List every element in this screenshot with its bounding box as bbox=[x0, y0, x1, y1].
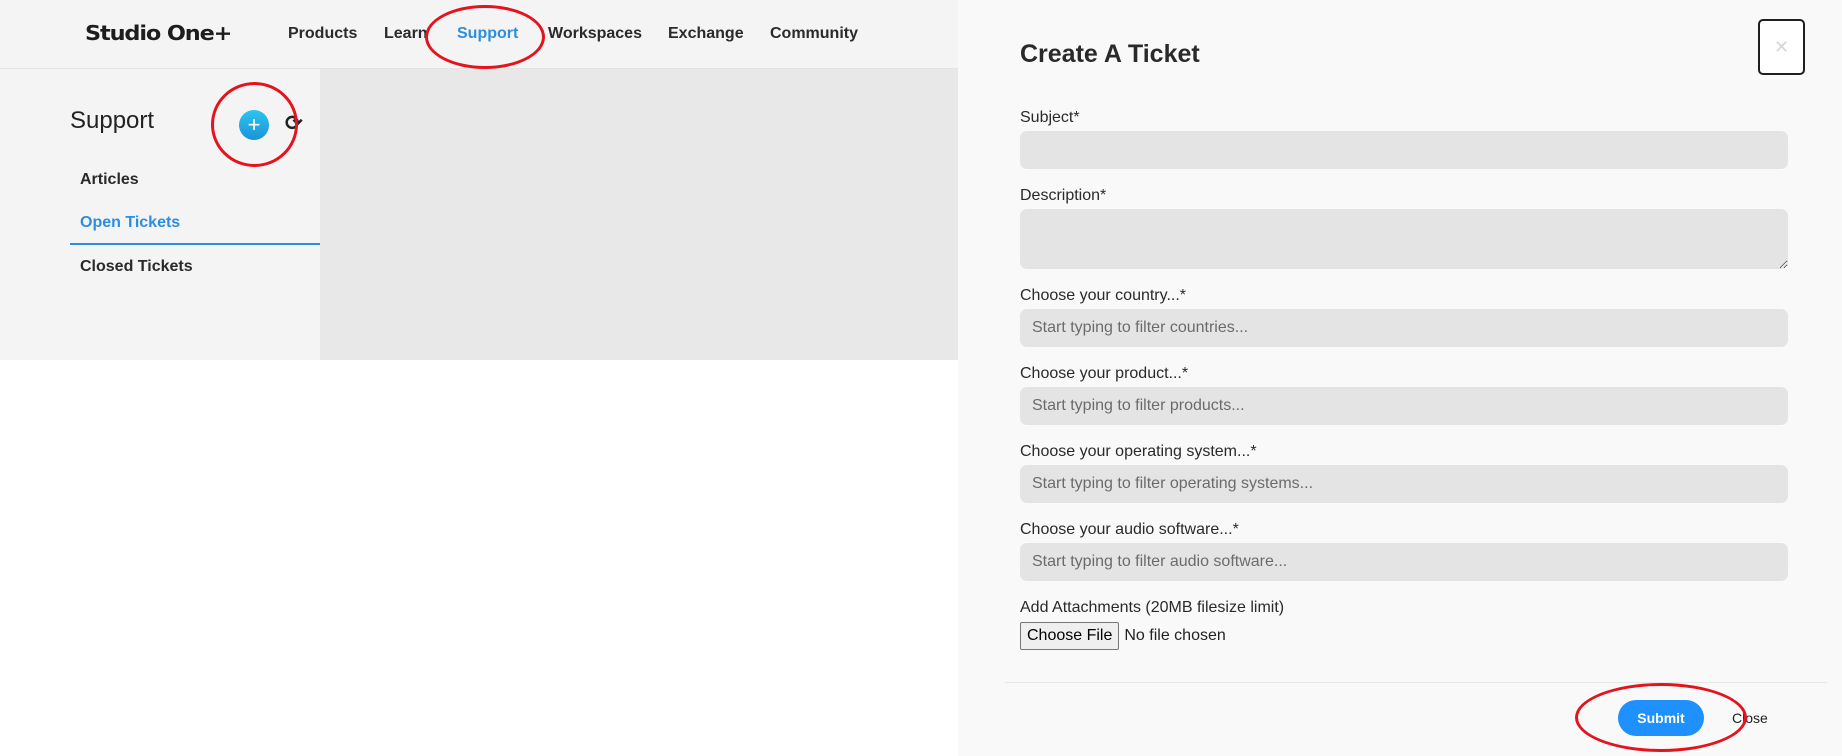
choose-file-button[interactable]: Choose File bbox=[1020, 622, 1119, 650]
close-drawer-button[interactable] bbox=[1758, 19, 1805, 75]
nav-item-exchange[interactable]: Exchange bbox=[668, 25, 744, 42]
drawer-title: Create A Ticket bbox=[1020, 40, 1200, 68]
create-ticket-drawer bbox=[958, 0, 1842, 756]
sidebar-title: Support bbox=[70, 107, 155, 134]
close-icon: ✕ bbox=[1773, 37, 1790, 57]
close-link[interactable]: Close bbox=[1732, 710, 1768, 726]
studio-one-logo[interactable]: Studio One+ bbox=[85, 21, 232, 45]
refresh-icon[interactable]: ⟳ bbox=[285, 112, 303, 135]
add-ticket-button[interactable] bbox=[239, 110, 269, 140]
attachments-label: Add Attachments (20MB filesize limit) bbox=[1020, 599, 1285, 616]
active-tab-underline bbox=[70, 243, 320, 245]
top-nav bbox=[0, 0, 958, 69]
nav-item-learn[interactable]: Learn bbox=[384, 25, 428, 42]
nav-item-support[interactable]: Support bbox=[457, 25, 519, 42]
product-label: Choose your product...* bbox=[1020, 365, 1189, 382]
plus-icon: + bbox=[247, 112, 261, 137]
file-upload-row bbox=[1020, 622, 1226, 650]
ticket-list-panel bbox=[320, 69, 958, 360]
description-label: Description* bbox=[1020, 187, 1107, 204]
nav-item-community[interactable]: Community bbox=[770, 25, 858, 42]
footer-divider bbox=[1005, 682, 1827, 683]
file-status: No file chosen bbox=[1124, 627, 1226, 644]
subject-input[interactable] bbox=[1020, 131, 1788, 169]
submit-button[interactable]: Submit bbox=[1618, 700, 1704, 736]
nav-item-products[interactable]: Products bbox=[288, 25, 358, 42]
sidebar-item-closed-tickets[interactable]: Closed Tickets bbox=[80, 258, 193, 275]
sidebar-item-articles[interactable]: Articles bbox=[80, 171, 139, 188]
audio-software-input[interactable] bbox=[1020, 543, 1788, 581]
description-textarea[interactable] bbox=[1020, 209, 1788, 269]
audio-software-label: Choose your audio software...* bbox=[1020, 521, 1239, 538]
product-input[interactable] bbox=[1020, 387, 1788, 425]
sidebar-item-open-tickets[interactable]: Open Tickets bbox=[80, 214, 181, 231]
country-input[interactable] bbox=[1020, 309, 1788, 347]
nav-item-workspaces[interactable]: Workspaces bbox=[548, 25, 642, 42]
country-label: Choose your country...* bbox=[1020, 287, 1187, 304]
os-label: Choose your operating system...* bbox=[1020, 443, 1257, 460]
os-input[interactable] bbox=[1020, 465, 1788, 503]
subject-label: Subject* bbox=[1020, 109, 1080, 126]
